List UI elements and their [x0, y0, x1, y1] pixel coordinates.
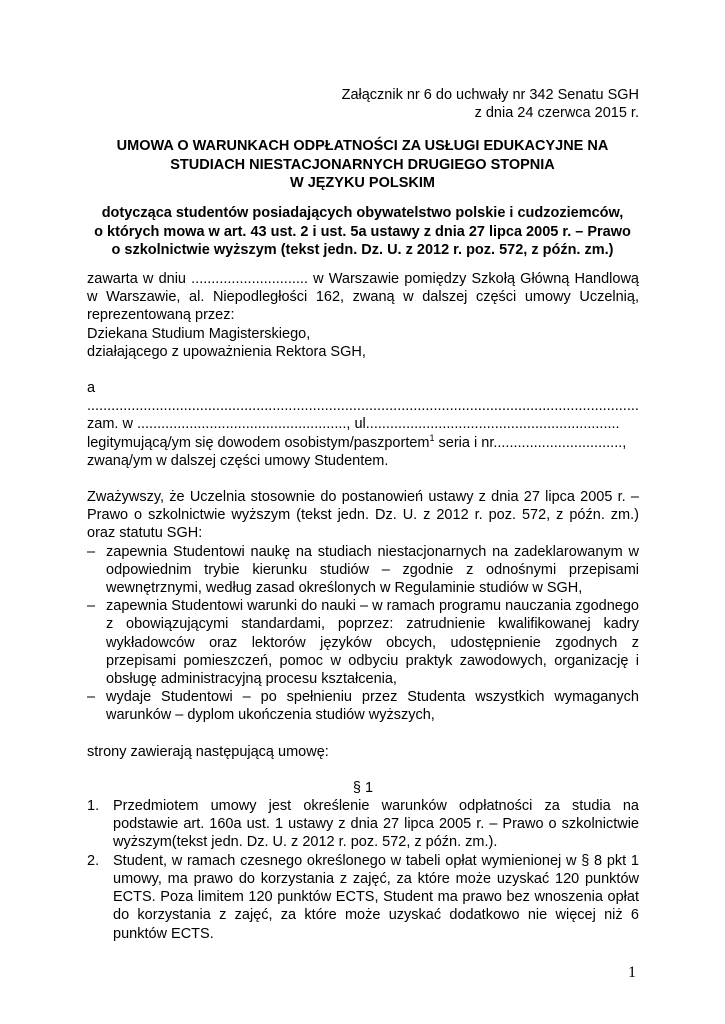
list-item: – zapewnia Studentowi naukę na studiach niestacjonarnych na zadeklarowanym w odpowiednim trybie kierunku studiów – zgodnie z odnośnymi przepisami wewnętrznymi, według zasad określonych w Regulaminie studiów w SGH,: [87, 543, 639, 598]
list-item: – wydaje Studentowi – po spełnieniu przez Studenta wszystkich wymaganych warunków – dyplom ukończenia studiów wyższych,: [87, 688, 639, 724]
page-number: 1: [628, 964, 636, 981]
concluded-clause: zawarta w dniu ............................. w Warszawie pomiędzy Szkołą Główną Handlową w Warszawie, al. Niepodległości 162, zwaną w dalszej części umowy Uczelnią, reprezentowaną przez:: [87, 271, 639, 324]
student-definition: zwaną/ym w dalszej części umowy Studentem.: [87, 452, 389, 469]
party-address-line: zam. w ...................................................., ul...............................................................: [87, 416, 620, 433]
representative: Dziekana Studium Magisterskiego,: [87, 325, 311, 342]
subtitle-line-1: dotycząca studentów posiadających obywatelstwo polskie i cudzoziemców,: [101, 205, 624, 221]
whereas-intro: Zważywszy, że Uczelnia stosownie do postanowień ustawy z dnia 27 lipca 2005 r. – Prawo o szkolnictwie wyższym (tekst jedn. Dz. U. z 2012 r. poz. 572, z późn. zm.) oraz statutu SGH:: [87, 489, 639, 542]
document-body: [87, 270, 639, 943]
document-subtitle: [87, 204, 638, 260]
annex-reference: [342, 86, 639, 122]
id-text: legitymującą/ym się dowodem osobistym/paszportem: [87, 434, 430, 451]
item-text: Student, w ramach czesnego określonego w tabeli opłat wymienionej w § 8 pkt 1 umowy, ma prawo do korzystania z zajęć, za które może uzyskać 120 punktów ECTS. Poza limitem 120 punktów ECTS, Student ma prawo bez wnoszenia opłat do korzystania z zajęć, za które może uzyskać dodatkowo nie więcej niż 6 punktów ECTS.: [113, 852, 639, 942]
footnote-mark: 1: [429, 432, 435, 443]
party-name-line: a .........................................................................................................................................: [87, 380, 639, 415]
document-title: [87, 137, 638, 193]
section-heading: § 1: [352, 779, 374, 796]
annex-line-2: z dnia 24 czerwca 2015 r.: [474, 105, 639, 121]
title-line-2: STUDIACH NIESTACJONARNYCH DRUGIEGO STOPNIA: [170, 156, 555, 173]
whereas-list: [87, 543, 639, 725]
section-1-list: [87, 797, 639, 943]
annex-line-1: Załącznik nr 6 do uchwały nr 342 Senatu SGH: [341, 87, 639, 103]
list-item: [87, 797, 639, 852]
item-number: 1.: [87, 798, 100, 815]
party-id-line: [87, 434, 639, 452]
item-number: 2.: [87, 852, 100, 869]
subtitle-line-2: o których mowa w art. 43 ust. 2 i ust. 5a ustawy z dnia 27 lipca 2005 r. – Prawo: [94, 223, 631, 240]
item-text: Przedmiotem umowy jest określenie warunków odpłatności za studia na podstawie art. 160a ust. 1 ustawy z dnia 27 lipca 2005 r. – Prawo o szkolnictwie wyższym(tekst jedn. Dz. U. z 2012 r. poz. 572, z późn. zm.).: [113, 798, 639, 851]
id-series: seria i nr................................,: [434, 434, 627, 451]
title-line-3: W JĘZYKU POLSKIM: [289, 175, 435, 191]
list-item: [87, 852, 639, 943]
authority: działającego z upoważnienia Rektora SGH,: [87, 343, 366, 360]
subtitle-line-3: o szkolnictwie wyższym (tekst jedn. Dz. U. z 2012 r. poz. 572, z późn. zm.): [111, 242, 614, 258]
list-item: – zapewnia Studentowi warunki do nauki – w ramach programu nauczania zgodnego z obowiązującymi standardami, poprzez: zatrudnienie kwalifikowanej kadry wykładowców oraz lektorów języków obcych, udostępnienie zgodnych z przepisami pomieszczeń, pomoc w odbyciu praktyk zawodowych, organizację i obsługę administracyjną procesu kształcenia,: [87, 597, 639, 688]
title-line-1: UMOWA O WARUNKACH ODPŁATNOŚCI ZA USŁUGI EDUKACYJNE NA: [116, 138, 609, 154]
agreement-statement: strony zawierają następującą umowę:: [87, 743, 329, 760]
